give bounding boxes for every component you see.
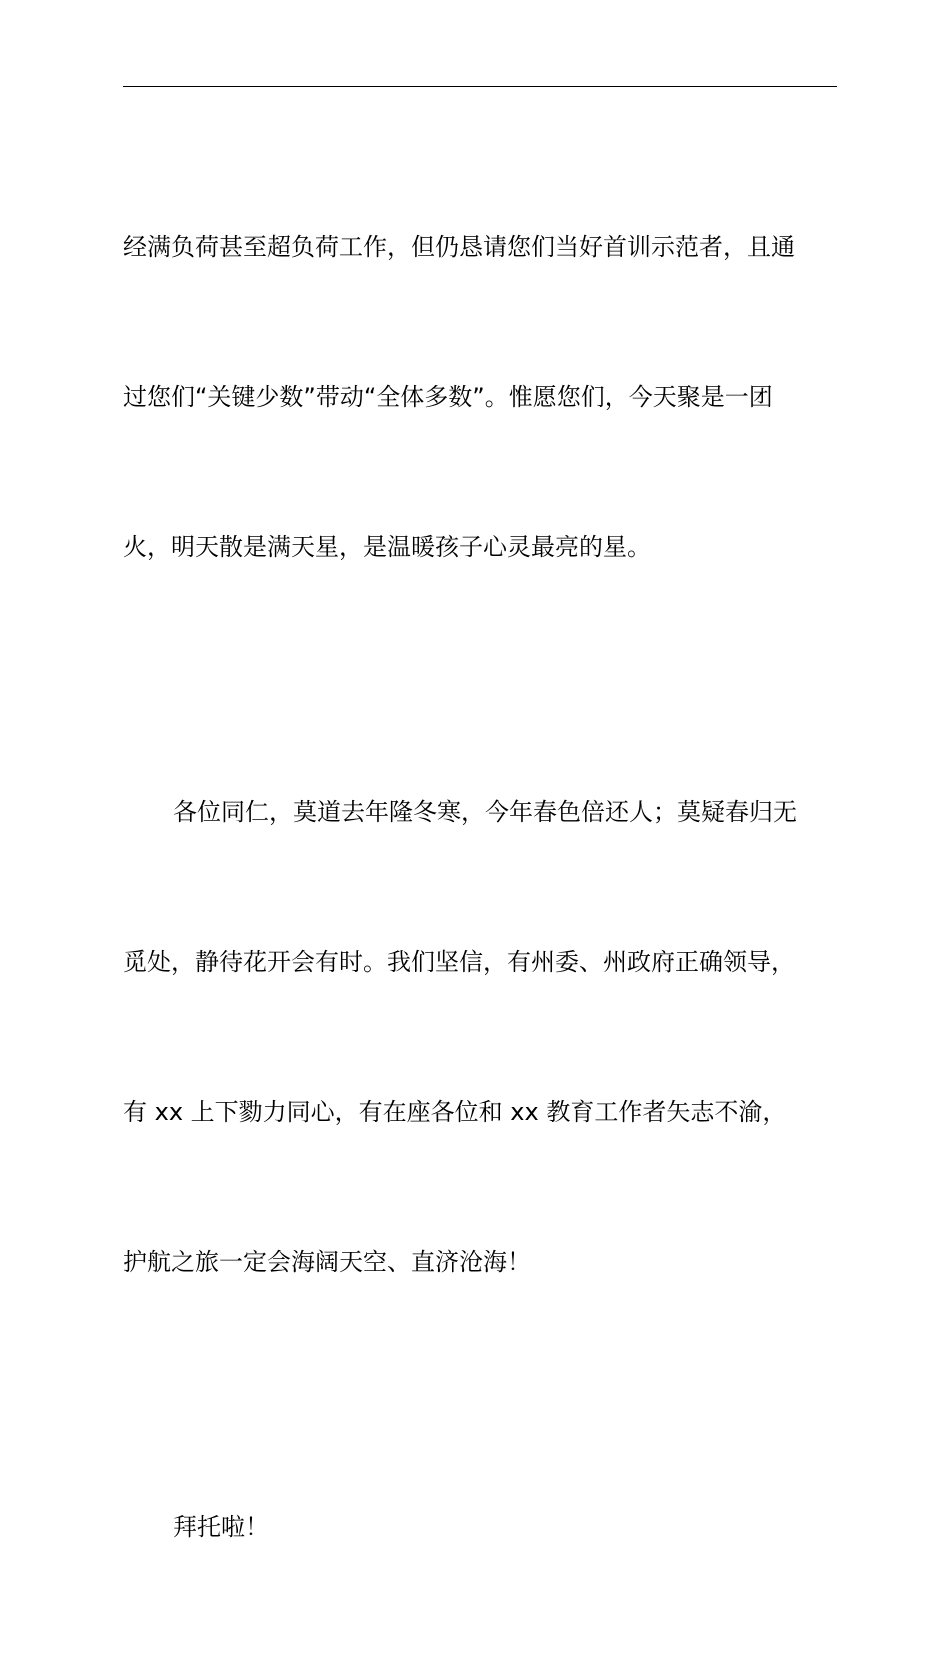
paragraph-1 (123, 122, 837, 672)
text-line: 拜托啦！ (173, 1513, 269, 1541)
text-line: 经满负荷甚至超负荷工作，但仍恳请您们当好首训示范者，且通 (123, 233, 795, 261)
text-line: 火，明天散是满天星，是温暖孩子心灵最亮的星。 (123, 533, 651, 561)
text-line: 有 xx 上下勠力同心，有在座各位和 xx 教育工作者矢志不渝， (123, 1098, 787, 1126)
text-line: 护航之旅一定会海阔天空、直济沧海！ (123, 1248, 531, 1276)
text-line: 觅处，静待花开会有时。我们坚信，有州委、州政府正确领导， (123, 948, 795, 976)
text-line: 各位同仁，莫道去年隆冬寒，今年春色倍还人；莫疑春归无 (173, 798, 797, 826)
header-rule (123, 86, 837, 87)
paragraph-3 (123, 1402, 837, 1652)
document-body (123, 122, 837, 1667)
text-line: 过您们“关键少数”带动“全体多数”。惟愿您们，今天聚是一团 (123, 383, 773, 411)
paragraph-2 (123, 687, 837, 1387)
